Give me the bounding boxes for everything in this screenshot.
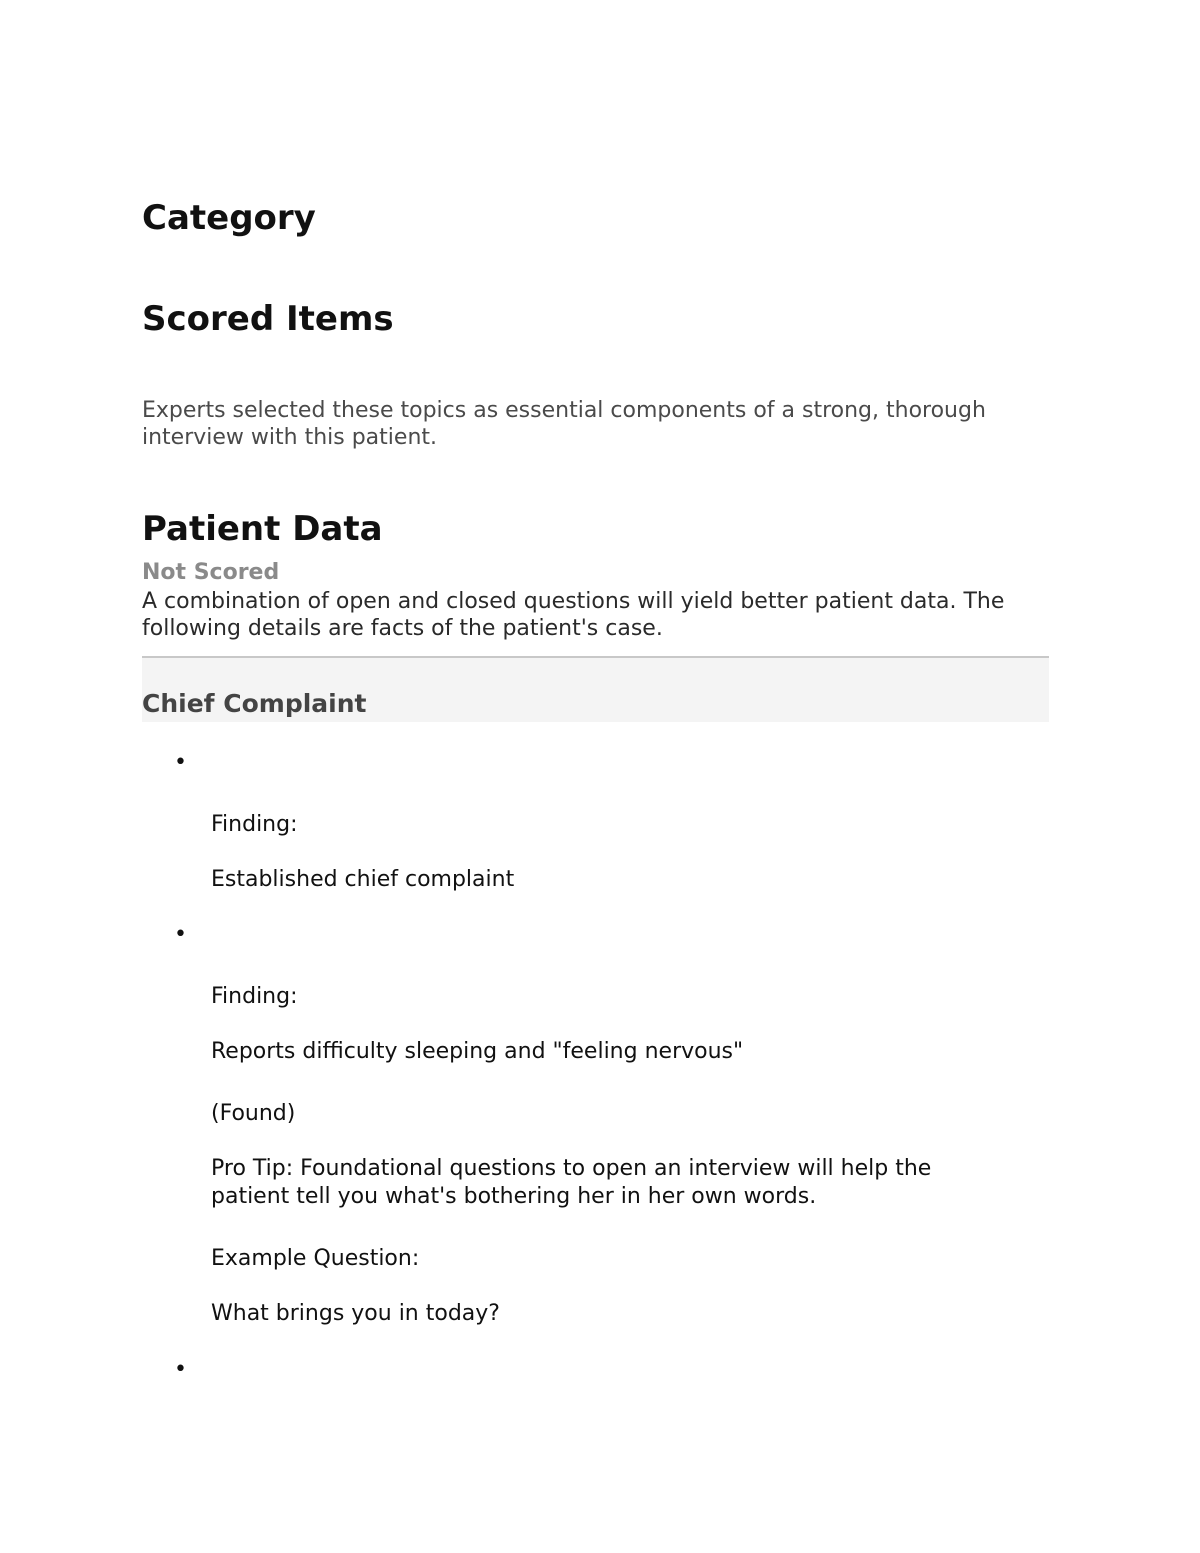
patient-data-description: A combination of open and closed questions will yield better patient data. The following details are facts of the patient's case. (142, 589, 1005, 641)
scored-items-description: Experts selected these topics as essential components of a strong, thorough interview with this patient. (142, 398, 986, 450)
scored-items-heading: Scored Items (142, 299, 394, 339)
list-bullet: • (174, 922, 187, 947)
pro-tip: Pro Tip: Foundational questions to open an interview will help the patient tell you what's bothering her in her own words. (211, 1156, 932, 1209)
list-bullet: • (174, 750, 187, 775)
example-question: What brings you in today? (211, 1301, 500, 1326)
found-status: (Found) (211, 1101, 296, 1126)
category-heading: Category (142, 198, 316, 238)
list-bullet: • (174, 1357, 187, 1382)
chief-complaint-title: Chief Complaint (142, 689, 367, 718)
not-scored-label: Not Scored (142, 560, 280, 585)
patient-data-heading: Patient Data (142, 509, 383, 549)
finding-text: Established chief complaint (211, 867, 515, 892)
chief-complaint-section-header (142, 656, 1049, 722)
example-question-label: Example Question: (211, 1246, 420, 1271)
finding-label: Finding: (211, 984, 298, 1009)
finding-label: Finding: (211, 812, 298, 837)
finding-text: Reports difficulty sleeping and "feeling nervous" (211, 1039, 744, 1064)
